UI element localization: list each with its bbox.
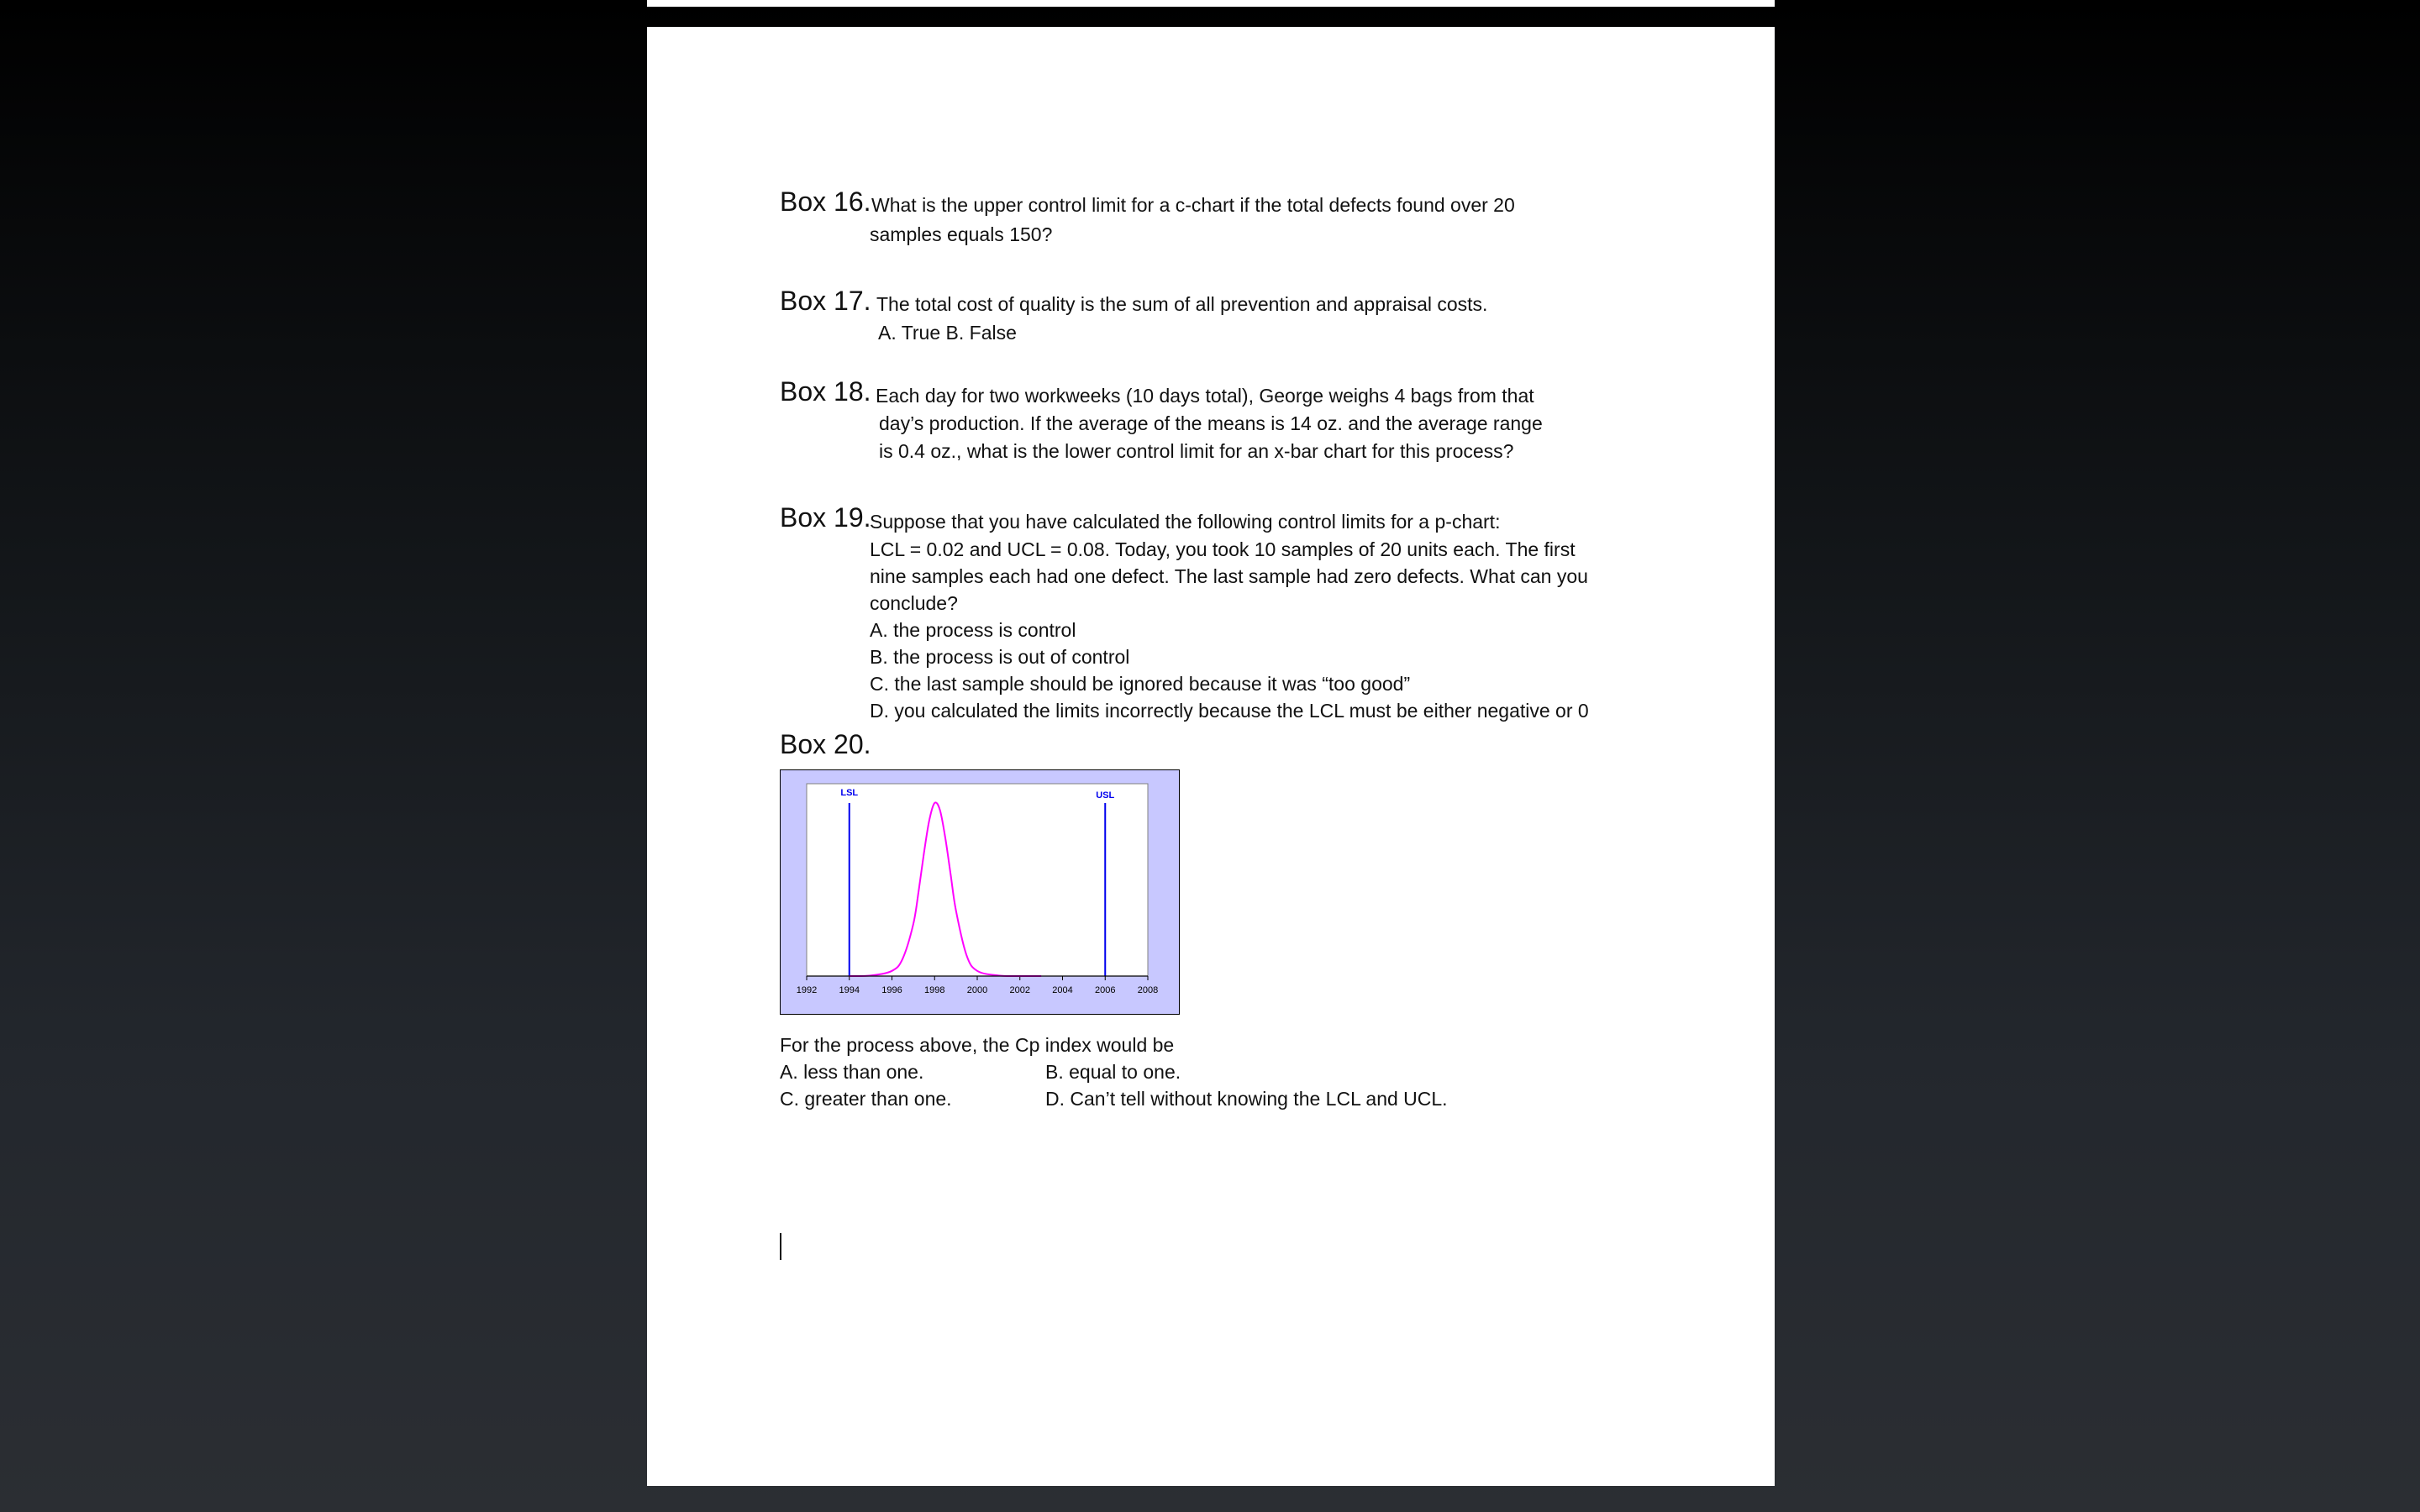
x-tick-label: 2002 [1009,985,1030,995]
box-18-label: Box 18. [780,376,871,407]
usl-label: USL [1096,790,1115,801]
box-19-line-3: nine samples each had one defect. The last sample had zero defects. What can you [870,565,1588,587]
document-body[interactable] [647,27,1775,1486]
box-16-line-1: What is the upper control limit for a c-chart if the total defects found over 20 [871,194,1515,216]
cp-option-a: A. less than one. [780,1061,924,1083]
box-19-option-c: C. the last sample should be ignored because it was “too good” [870,673,1411,695]
x-tick-label: 1996 [881,985,902,995]
box-16-label: Box 16. [780,186,871,217]
box-19-option-a: A. the process is control [870,619,1076,641]
previous-page-edge [647,0,1775,7]
box-17-label: Box 17. [780,286,871,316]
document-page[interactable] [647,27,1775,1486]
chart-svg [780,769,1180,1015]
lsl-label: LSL [840,788,859,798]
x-tick-label: 1992 [796,985,818,995]
cp-option-d: D. Can’t tell without knowing the LCL and UCL. [1045,1088,1448,1110]
x-tick-label: 2004 [1052,985,1073,995]
x-tick-label: 1994 [839,985,860,995]
box-19-label: Box 19. [780,502,871,533]
text-cursor [780,1233,781,1260]
process-capability-chart [780,769,1180,1015]
x-tick-label: 2006 [1095,985,1116,995]
box-17-options: A. True B. False [878,322,1017,344]
box-19-line-1: Suppose that you have calculated the following control limits for a p-chart: [870,511,1501,533]
box-18-line-1: Each day for two workweeks (10 days total), George weighs 4 bags from that [876,385,1534,407]
x-tick-label: 2000 [966,985,988,995]
box-18-line-3: is 0.4 oz., what is the lower control limit for an x-bar chart for this process? [879,440,1514,462]
box-19-line-2: LCL = 0.02 and UCL = 0.08. Today, you took 10 samples of 20 units each. The first [870,538,1576,560]
box-20-label: Box 20. [780,729,871,759]
cp-option-c: C. greater than one. [780,1088,952,1110]
box-19-option-d: D. you calculated the limits incorrectly because the LCL must be either negative or 0 [870,700,1589,722]
x-tick-label: 2008 [1137,985,1159,995]
cp-question: For the process above, the Cp index would be [780,1034,1175,1056]
plot-area [807,784,1148,976]
box-16-line-2: samples equals 150? [870,223,1053,245]
cp-option-b: B. equal to one. [1045,1061,1181,1083]
box-19-option-b: B. the process is out of control [870,646,1130,668]
x-tick-label: 1998 [924,985,945,995]
box-17-line-1: The total cost of quality is the sum of all prevention and appraisal costs. [876,293,1488,315]
box-18-line-2: day’s production. If the average of the means is 14 oz. and the average range [879,412,1543,434]
box-19-line-4: conclude? [870,592,958,614]
